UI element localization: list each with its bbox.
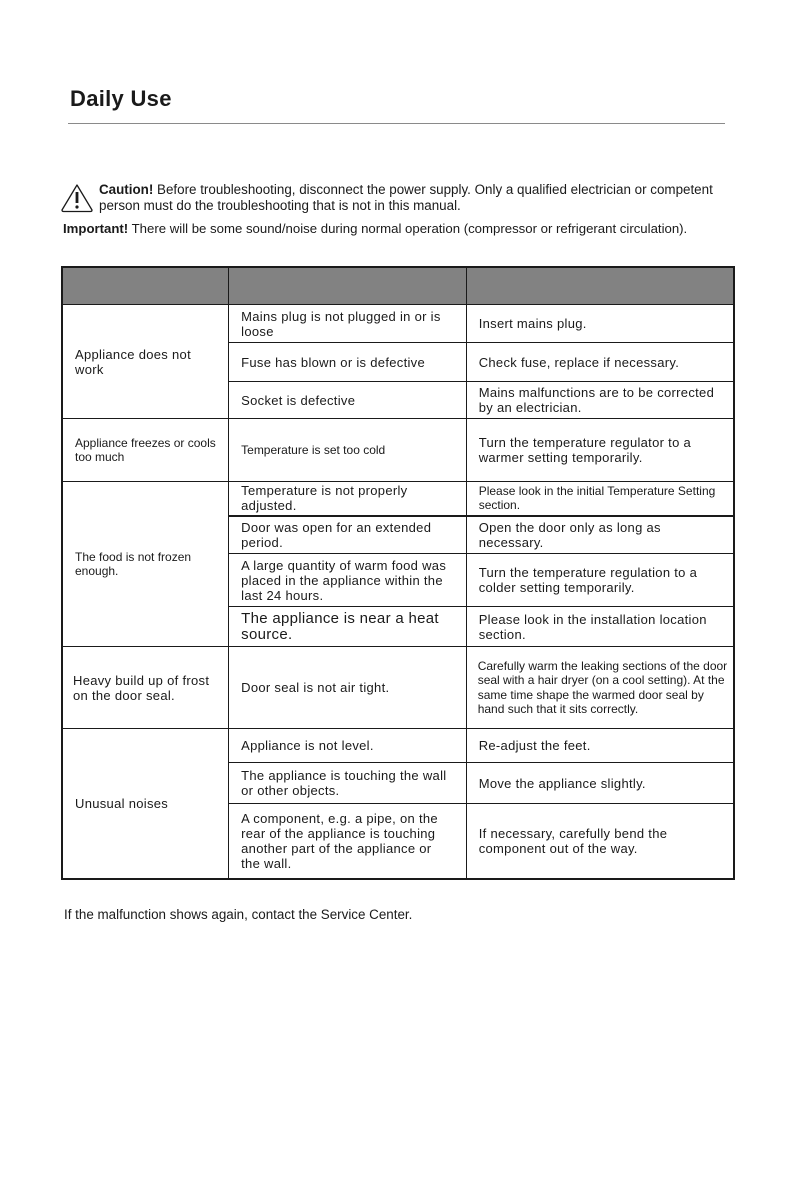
page-title: Daily Use: [70, 86, 172, 111]
table-row: [62, 482, 734, 516]
header-problem: [62, 267, 229, 305]
table-row: [62, 729, 734, 763]
cause-cell: Temperature is set too cold: [229, 419, 467, 482]
remedy-cell: Move the appliance slightly.: [466, 763, 734, 804]
troubleshooting-table: [61, 266, 735, 880]
cause-cell: Door was open for an extended period.: [229, 516, 467, 554]
remedy-cell: Mains malfunctions are to be corrected by an electrician.: [466, 382, 734, 419]
problem-cell: Unusual noises: [62, 729, 229, 879]
title-divider: [68, 123, 725, 124]
caution-label: Caution!: [99, 182, 154, 197]
important-label: Important!: [63, 221, 129, 236]
important-text: There will be some sound/noise during normal operation (compressor or refrigerant circulation).: [128, 221, 688, 236]
table-row: [62, 647, 734, 729]
remedy-cell: Open the door only as long as necessary.: [466, 516, 734, 554]
header-remedy: [466, 267, 734, 305]
cause-cell: Appliance is not level.: [229, 729, 467, 763]
footer-note: If the malfunction shows again, contact the Service Center.: [64, 907, 413, 922]
table-row: [62, 305, 734, 343]
warning-triangle-icon: [60, 183, 94, 213]
problem-cell: Appliance does not work: [62, 305, 229, 419]
cause-cell: Socket is defective: [229, 382, 467, 419]
important-notice: [63, 221, 687, 236]
cause-cell: Fuse has blown or is defective: [229, 343, 467, 382]
remedy-cell: Re-adjust the feet.: [466, 729, 734, 763]
remedy-cell: Turn the temperature regulator to a warmer setting temporarily.: [466, 419, 734, 482]
cause-cell: Temperature is not properly adjusted.: [229, 482, 467, 516]
cause-cell: Door seal is not air tight.: [229, 647, 467, 729]
remedy-cell: Carefully warm the leaking sections of the door seal with a hair dryer (on a cool setting). At the same time shape the warmed door seal by hand such that it sits correctly.: [466, 647, 734, 729]
table-header-row: [62, 267, 734, 305]
table-row: [62, 419, 734, 482]
remedy-cell: Please look in the initial Temperature Setting section.: [466, 482, 734, 516]
problem-cell: Heavy build up of frost on the door seal.: [62, 647, 229, 729]
cause-cell: The appliance is near a heat source.: [229, 607, 467, 647]
header-cause: [229, 267, 467, 305]
remedy-cell: Insert mains plug.: [466, 305, 734, 343]
problem-cell: The food is not frozen enough.: [62, 482, 229, 647]
remedy-cell: Please look in the installation location section.: [466, 607, 734, 647]
problem-cell: Appliance freezes or cools too much: [62, 419, 229, 482]
caution-text-block: [99, 182, 750, 214]
cause-cell: Mains plug is not plugged in or is loose: [229, 305, 467, 343]
remedy-cell: Turn the temperature regulation to a colder setting temporarily.: [466, 554, 734, 607]
cause-cell: The appliance is touching the wall or other objects.: [229, 763, 467, 804]
cause-cell: A component, e.g. a pipe, on the rear of the appliance is touching another part of the appliance or the wall.: [229, 804, 467, 879]
cause-cell: A large quantity of warm food was placed in the appliance within the last 24 hours.: [229, 554, 467, 607]
remedy-cell: If necessary, carefully bend the component out of the way.: [466, 804, 734, 879]
remedy-cell: Check fuse, replace if necessary.: [466, 343, 734, 382]
caution-notice: [60, 182, 750, 214]
caution-text: Before troubleshooting, disconnect the power supply. Only a qualified electrician or competent person must do the troubleshooting that is not in this manual.: [99, 182, 713, 213]
